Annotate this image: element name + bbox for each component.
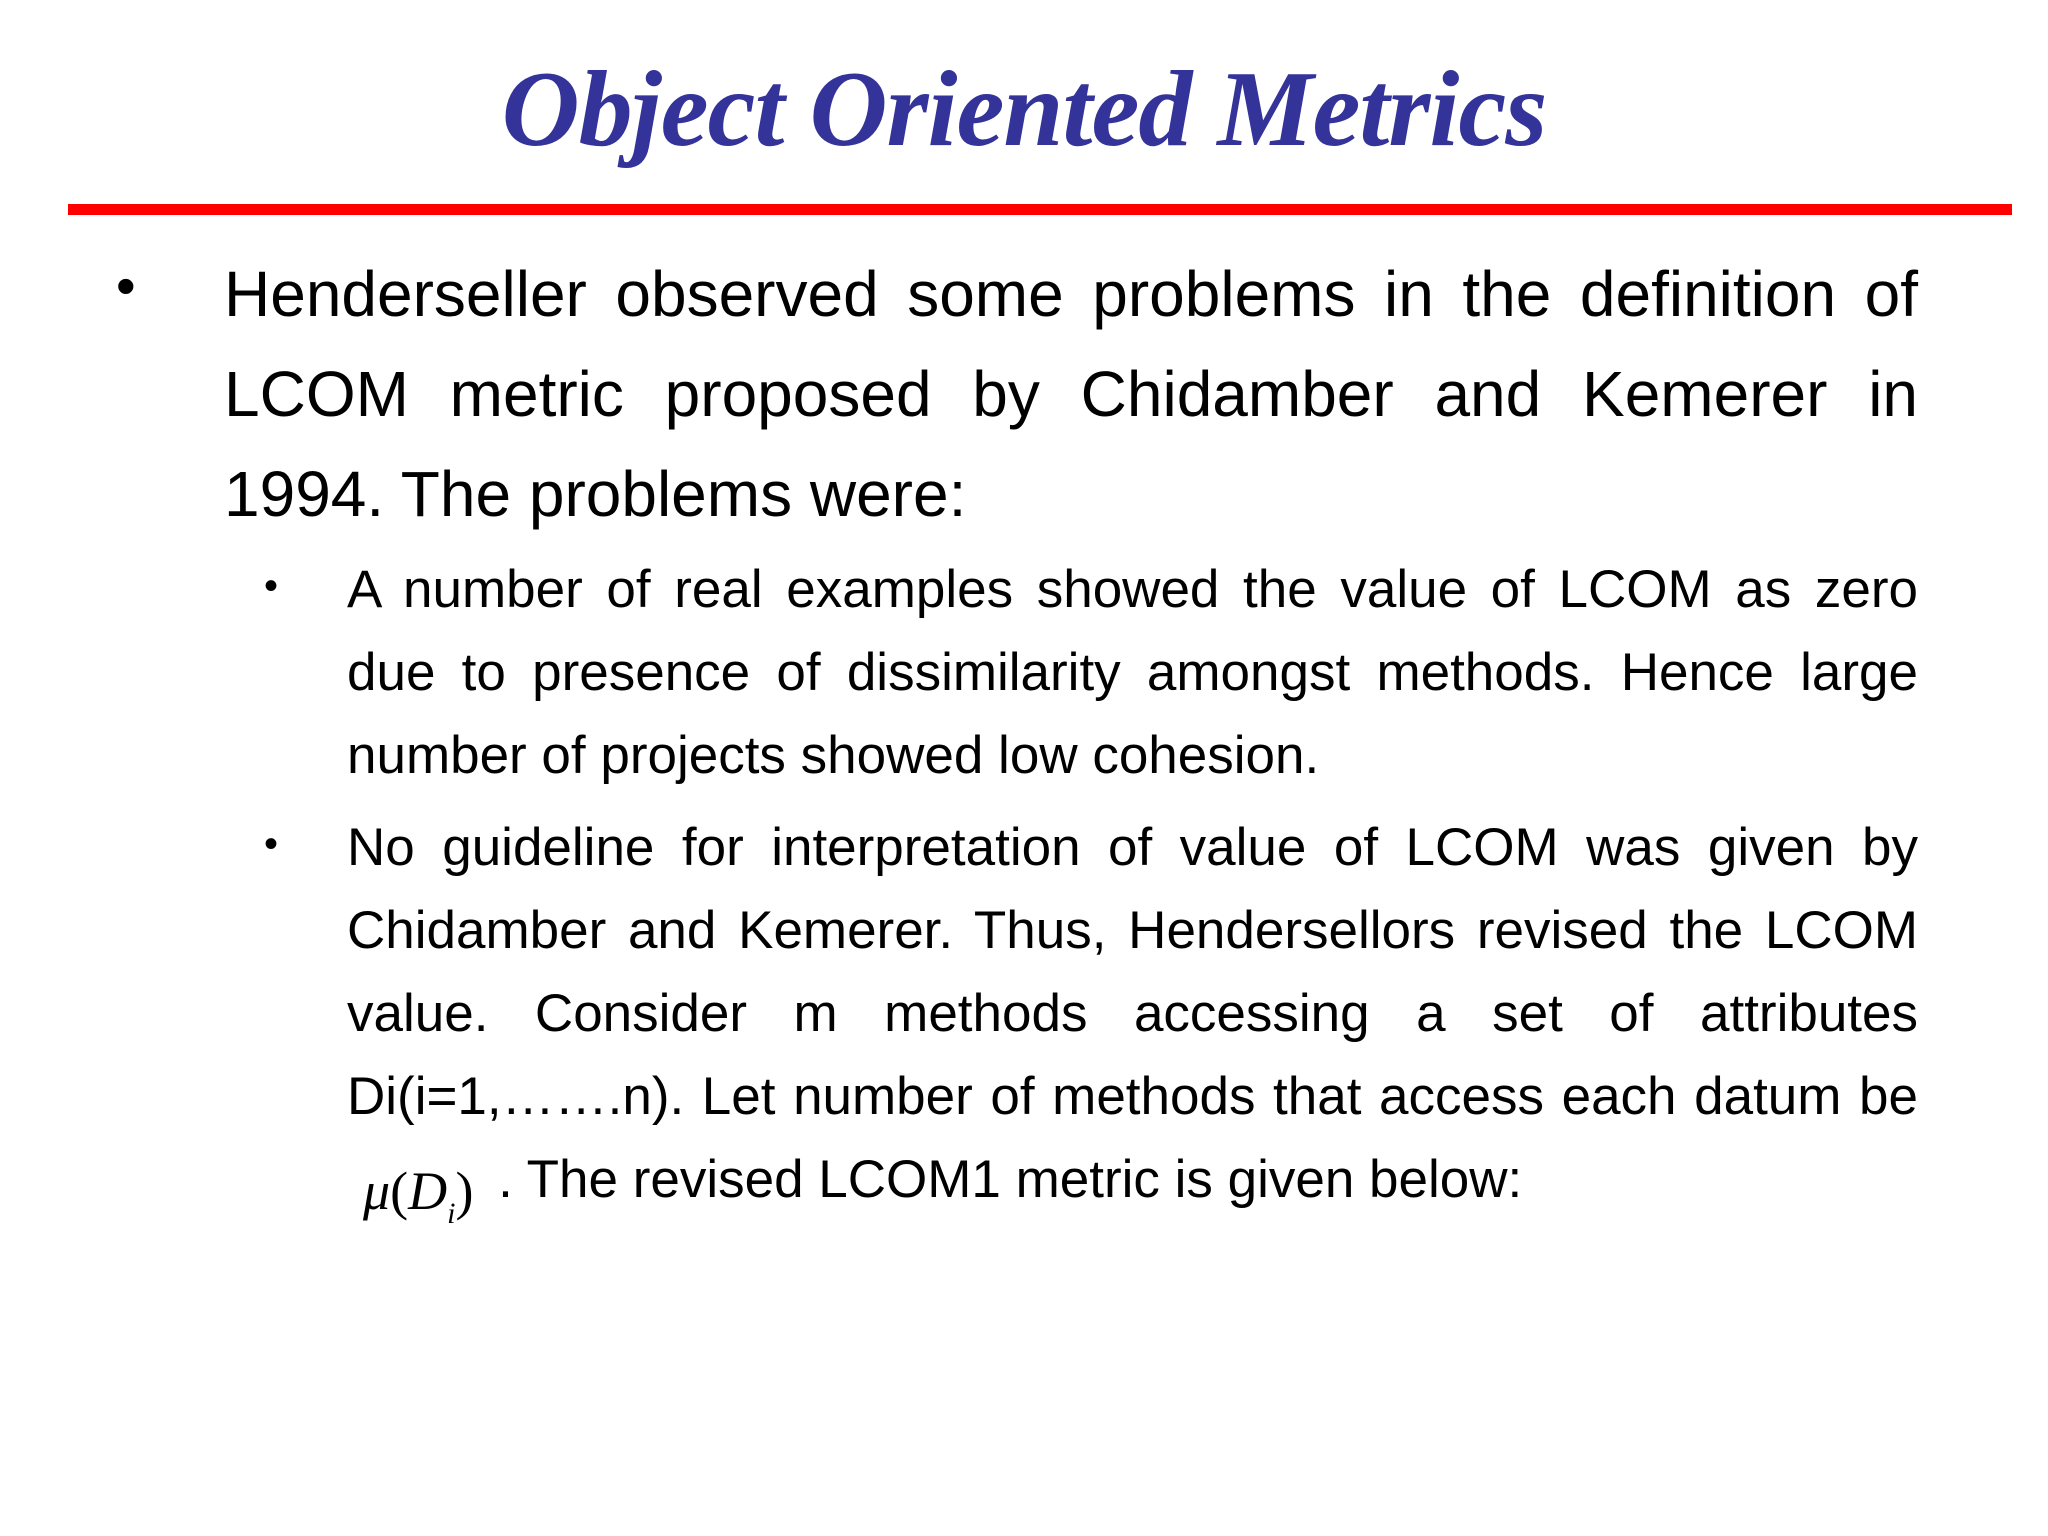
sub-point-2-text-before: No guideline for interpretation of value of LCOM was given by Chidamber and Kemerer. Thus, Hendersellors revised the LCOM value. Consider m methods accessing a set of attributes Di(i=1,…….n). Let number of methods that access each datum be (347, 818, 1918, 1126)
sub-point-2-text-after: . The revised LCOM1 metric is given below: (498, 1150, 1523, 1209)
slide-title: Object Oriented Metrics (501, 50, 1547, 169)
formula-mu-symbol: μ (363, 1161, 391, 1221)
sub-point-1-text: A number of real examples showed the value of LCOM as zero due to presence of dissimilarity amongst methods. Hence large number of projects showed low cohesion. (347, 560, 1918, 785)
formula-close-paren: ) (455, 1161, 474, 1221)
bullet-icon: • (116, 254, 136, 317)
sub-bullet-icon: • (264, 822, 279, 866)
formula-subscript-i: i (447, 1197, 456, 1230)
sub-point-2-text (347, 806, 1918, 1255)
mu-d-i-formula (347, 1150, 483, 1255)
title-underline-rule (68, 204, 2012, 215)
sub-bullet-icon: • (264, 564, 279, 608)
formula-open-paren: ( (390, 1161, 409, 1221)
formula-d-symbol: D (408, 1161, 448, 1221)
main-point-text: Henderseller observed some problems in the definition of LCOM metric proposed by Chidamber and Kemerer in 1994. The problems were: (224, 258, 1918, 530)
